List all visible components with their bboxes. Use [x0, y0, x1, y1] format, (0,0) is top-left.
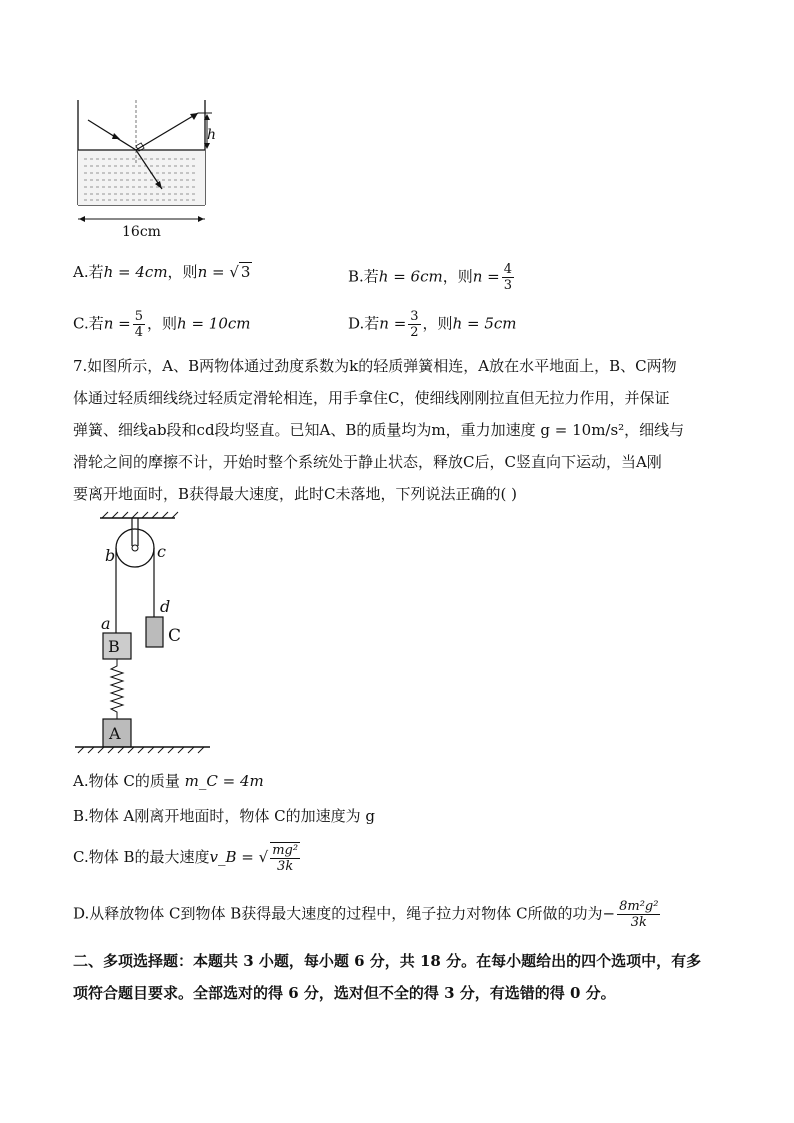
q7-option-c: C.物体 B的最大速度v_B = √ $\frac{\text{mg²}}{3k}$	[73, 843, 299, 874]
q7-stem	[73, 350, 733, 510]
pulley-figure	[70, 510, 220, 760]
block-c-label: C	[168, 626, 182, 646]
q6-option-a: A.若h = 4cm，则n = √ 3	[73, 263, 251, 281]
q7-line-2: 体通过轻质细线绕过轻质定滑轮相连，用手拿住C，使细线刚刚拉直但无拉力作用，并保证	[73, 389, 670, 407]
q7-option-d: D.从释放物体 C到物体 B获得最大速度的过程中，绳子拉力对物体 C所做的功为− $\frac{\text{8m²g²}}{3k}$	[73, 899, 659, 930]
label-c: c	[157, 542, 166, 561]
block-a-label: A	[109, 724, 121, 743]
section-2-heading	[73, 945, 733, 1009]
section-2-line-2: 项符合题目要求。全部选对的得 6 分，选对但不全的得 3 分，有选错的得 0 分。	[73, 984, 616, 1002]
section-2-line-1: 二、多项选择题：本题共 3 小题，每小题 6 分，共 18 分。在每小题给出的四个选项中，有多	[73, 952, 702, 970]
q7-option-a: A.物体 C的质量 m_C = 4m	[73, 772, 264, 790]
q6-option-c: C.若n = $\frac{5}{4}$ ，则h = 10cm	[73, 309, 251, 340]
width-label: 16cm	[122, 224, 161, 240]
block-b-label: B	[108, 637, 120, 656]
label-d: d	[160, 597, 171, 616]
q7-line-3: 弹簧、细线ab段和cd段均竖直。已知A、B的质量均为m，重力加速度 g = 10m/s²，细线与	[73, 421, 685, 439]
refraction-figure	[70, 95, 230, 240]
h-label: h	[207, 127, 217, 143]
q7-line-5: 要离开地面时，B获得最大速度，此时C未落地，下列说法正确的( )	[73, 485, 517, 503]
q6-option-d: D.若n = $\frac{3}{2}$ ，则h = 5cm	[348, 309, 517, 340]
q7-option-b: B.物体 A刚离开地面时，物体 C的加速度为 g	[73, 807, 376, 825]
label-b: b	[105, 546, 116, 565]
label-a: a	[101, 614, 111, 633]
q7-line-4: 滑轮之间的摩擦不计，开始时整个系统处于静止状态，释放C后，C竖直向下运动，当A刚	[73, 453, 662, 471]
q7-line-1: 7.如图所示，A、B两物体通过劲度系数为k的轻质弹簧相连，A放在水平地面上，B、C两物	[73, 357, 677, 375]
q6-option-b: B.若h = 6cm，则n = $\frac{4}{3}$	[348, 262, 513, 293]
